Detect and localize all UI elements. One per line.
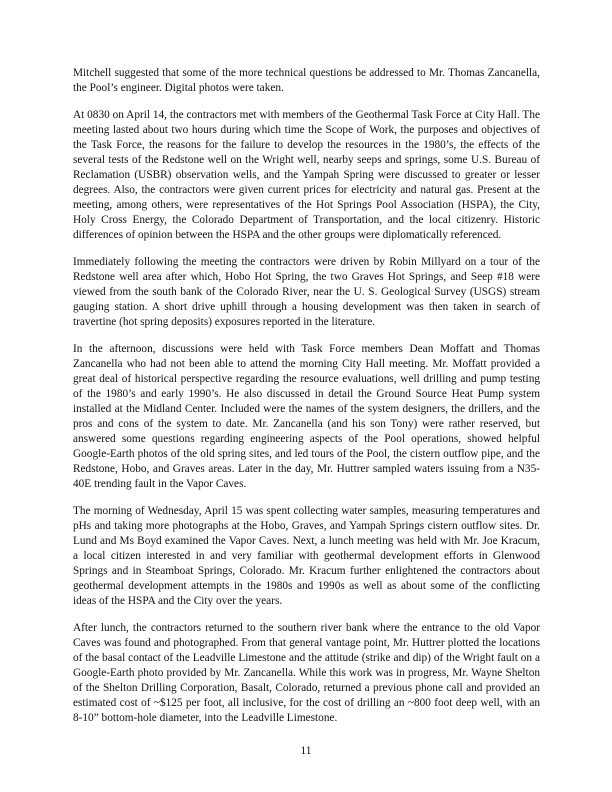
- page-number: 11: [300, 745, 312, 757]
- paragraph-1: Mitchell suggested that some of the more technical questions be addressed to Mr. Thomas Zancanella, the Pool’s engineer. Digital photos were taken.: [73, 67, 540, 94]
- paragraph-6: After lunch, the contractors returned to the southern river bank where the entrance to the old Vapor Caves was found and photographed. From that general vantage point, Mr. Huttrer plotted the locations of the basal contact of the Leadville Limestone and the attitude (strike and dip) of the Wright fault on a Google-Earth photo provided by Mr. Zancanella. While this work was in progress, Mr. Wayne Shelton of the Shelton Drilling Corporation, Basalt, Colorado, returned a previous phone call and provided an estimated cost of ~$125 per foot, all inclusive, for the cost of drilling an ~800 foot deep well, with an 8-10” bottom-hole diameter, into the Leadville Limestone.: [73, 622, 540, 724]
- paragraph-3: Immediately following the meeting the contractors were driven by Robin Millyard on a tour of the Redstone well area after which, Hobo Hot Spring, the two Graves Hot Springs, and Seep #18 were viewed from the south bank of the Colorado River, near the U. S. Geological Survey (USGS) stream gauging station. A short drive uphill through a housing development was then taken in search of travertine (hot spring deposits) exposures reported in the literature.: [73, 256, 540, 328]
- paragraph-2: At 0830 on April 14, the contractors met with members of the Geothermal Task Force at City Hall. The meeting lasted about two hours during which time the Scope of Work, the purposes and objectives of the Task Force, the reasons for the failure to develop the resources in the 1980’s, the effects of the several tests of the Redstone well on the Wright well, nearby seeps and springs, some U.S. Bureau of Reclamation (USBR) observation wells, and the Yampah Spring were discussed to greater or lesser degrees. Also, the contractors were given current prices for electricity and natural gas. Present at the meeting, among others, were representatives of the Hot Springs Pool Association (HSPA), the City, Holy Cross Energy, the Colorado Department of Transportation, and the local citizenry. Historic differences of opinion between the HSPA and the other groups were diplomatically referenced.: [73, 109, 540, 241]
- paragraph-5: The morning of Wednesday, April 15 was spent collecting water samples, measuring temperatures and pHs and taking more photographs at the Hobo, Graves, and Yampah Springs cistern outflow sites. Dr. Lund and Ms Boyd examined the Vapor Caves. Next, a lunch meeting was held with Mr. Joe Kracum, a local citizen interested in and very familiar with geothermal development efforts in Glenwood Springs and in Steamboat Springs, Colorado. Mr. Kracum further enlightened the contractors about geothermal development attempts in the 1980s and 1990s as well as about some of the conflicting ideas of the HSPA and the City over the years.: [73, 505, 540, 607]
- page-body: [73, 66, 540, 738]
- paragraph-4: In the afternoon, discussions were held with Task Force members Dean Moffatt and Thomas Zancanella who had not been able to attend the morning City Hall meeting. Mr. Moffatt provided a great deal of historical perspective regarding the resource evaluations, well drilling and pump testing of the 1980’s and early 1990’s. He also discussed in detail the Ground Source Heat Pump system installed at the Midland Center. Included were the names of the system designers, the drillers, and the pros and cons of the system to date. Mr. Zancanella (and his son Tony) were rather reserved, but answered some questions regarding engineering aspects of the Pool operations, showed helpful Google-Earth photos of the old spring sites, and led tours of the Pool, the cistern outflow pipe, and the Redstone, Hobo, and Graves areas. Later in the day, Mr. Huttrer sampled waters issuing from a N35-40E trending fault in the Vapor Caves.: [73, 343, 540, 490]
